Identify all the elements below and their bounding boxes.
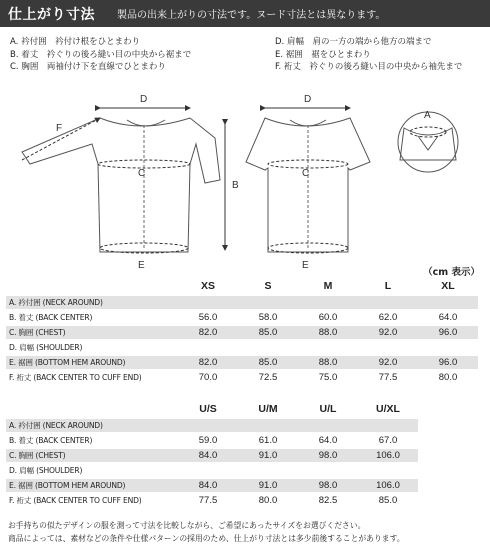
row-label: B. 着丈 (BACK CENTER) bbox=[9, 436, 93, 445]
legend-item-d: D. 肩幅 肩の一方の端から他方の端まで bbox=[275, 37, 432, 47]
cell bbox=[358, 419, 418, 432]
footnotes bbox=[8, 519, 405, 545]
table-row bbox=[6, 296, 478, 309]
size-header: U/S bbox=[199, 403, 217, 415]
row-label: F. 裄丈 (BACK CENTER TO CUFF END) bbox=[9, 496, 142, 505]
cell: 80.0 bbox=[438, 372, 458, 383]
table-row bbox=[6, 479, 418, 492]
row-label: D. 肩幅 (SHOULDER) bbox=[9, 466, 83, 475]
size-header: XL bbox=[441, 280, 455, 292]
size-header: M bbox=[323, 280, 333, 292]
table-row bbox=[6, 356, 478, 369]
cell bbox=[298, 464, 358, 477]
cell: 96.0 bbox=[418, 326, 478, 339]
collar-detail bbox=[398, 112, 458, 172]
legend-item-a: A. 衿付囲 衿付け根をひとまわり bbox=[10, 37, 141, 47]
cell: 98.0 bbox=[298, 449, 358, 462]
measurement-diagrams bbox=[0, 80, 490, 275]
legend-right bbox=[275, 36, 462, 74]
header-bar bbox=[0, 0, 490, 27]
cell bbox=[178, 464, 238, 477]
cell bbox=[238, 296, 298, 309]
legend-item-b: B. 着丈 衿ぐりの後ろ縫い目の中央から裾まで bbox=[10, 49, 192, 60]
footnote: お手持ちの似たデザインの服を測って寸法を比較しながら、ご希望にあったサイズをお選びください。 bbox=[8, 521, 366, 530]
row-label: F. 裄丈 (BACK CENTER TO CUFF END) bbox=[9, 373, 142, 382]
cell: 77.5 bbox=[198, 495, 218, 506]
footnote: 商品によっては、素材などの条件や仕様パターンの採用のため、仕上がり寸法とは多少前後することがあります。 bbox=[8, 534, 405, 543]
cell bbox=[238, 341, 298, 354]
size-header: U/M bbox=[258, 403, 278, 415]
row-label: E. 裾囲 (BOTTOM HEM AROUND) bbox=[6, 479, 178, 492]
cell: 106.0 bbox=[358, 479, 418, 492]
cell bbox=[238, 419, 298, 432]
cell: 72.5 bbox=[258, 372, 278, 383]
legend-item-f: F. 裄丈 衿ぐりの後ろ縫い目の中央から袖先まで bbox=[275, 62, 463, 72]
cell bbox=[418, 341, 478, 354]
unit-label: （cm 表示） bbox=[423, 267, 480, 278]
size-header: S bbox=[264, 280, 272, 292]
row-label: A. 衿付囲 (NECK AROUND) bbox=[6, 419, 178, 432]
row-label: E. 裾囲 (BOTTOM HEM AROUND) bbox=[6, 356, 178, 369]
cell: 91.0 bbox=[238, 449, 298, 462]
cell: 56.0 bbox=[198, 312, 218, 323]
size-header: U/L bbox=[319, 403, 337, 415]
cell bbox=[178, 341, 238, 354]
page-subtitle: 製品の出来上がりの寸法です。ヌード寸法とは異なります。 bbox=[117, 10, 386, 21]
cell: 64.0 bbox=[438, 312, 458, 323]
cell: 60.0 bbox=[318, 312, 338, 323]
cell: 96.0 bbox=[418, 356, 478, 369]
cell: 82.5 bbox=[318, 495, 338, 506]
cell: 64.0 bbox=[318, 435, 338, 446]
cell bbox=[178, 296, 238, 309]
cell bbox=[298, 341, 358, 354]
cell bbox=[178, 419, 238, 432]
cell: 98.0 bbox=[298, 479, 358, 492]
cell: 58.0 bbox=[258, 312, 278, 323]
table-row bbox=[6, 419, 418, 432]
cell: 75.0 bbox=[318, 372, 338, 383]
table-row bbox=[6, 341, 478, 354]
cell: 82.0 bbox=[178, 356, 238, 369]
row-label: C. 胸囲 (CHEST) bbox=[6, 449, 178, 462]
cell: 80.0 bbox=[258, 495, 278, 506]
cell bbox=[358, 341, 418, 354]
size-table-1 bbox=[6, 276, 478, 386]
cell: 85.0 bbox=[238, 356, 298, 369]
size-header: U/XL bbox=[376, 403, 400, 415]
cell: 88.0 bbox=[298, 326, 358, 339]
table-row bbox=[6, 449, 418, 462]
cell: 85.0 bbox=[378, 495, 398, 506]
cell: 84.0 bbox=[178, 479, 238, 492]
cell bbox=[418, 296, 478, 309]
cell: 82.0 bbox=[178, 326, 238, 339]
cell bbox=[358, 464, 418, 477]
table-row bbox=[6, 326, 478, 339]
cell: 59.0 bbox=[198, 435, 218, 446]
table-row bbox=[6, 464, 418, 477]
table-row bbox=[6, 371, 478, 384]
size-header: XS bbox=[200, 280, 215, 292]
cell bbox=[298, 296, 358, 309]
legend-left bbox=[10, 36, 191, 74]
table-row bbox=[6, 494, 418, 507]
longsleeve-shirt-outline bbox=[22, 118, 220, 252]
row-label: C. 胸囲 (CHEST) bbox=[6, 326, 178, 339]
cell: 62.0 bbox=[378, 312, 398, 323]
cell: 88.0 bbox=[298, 356, 358, 369]
legend-item-c: C. 胸囲 両袖付け下を直線でひとまわり bbox=[10, 62, 166, 72]
diagram-svg bbox=[0, 80, 490, 275]
cell bbox=[298, 419, 358, 432]
row-label: A. 衿付囲 (NECK AROUND) bbox=[6, 296, 178, 309]
cell: 84.0 bbox=[178, 449, 238, 462]
cell bbox=[238, 464, 298, 477]
legend-item-e: E. 裾囲 裾をひとまわり bbox=[275, 49, 371, 60]
cell: 70.0 bbox=[198, 372, 218, 383]
cell: 85.0 bbox=[238, 326, 298, 339]
size-table-2-header bbox=[6, 401, 418, 417]
label-e-2: E bbox=[302, 260, 309, 271]
label-f: F bbox=[56, 123, 63, 134]
table-row bbox=[6, 434, 418, 447]
size-header: L bbox=[384, 280, 392, 292]
cell: 67.0 bbox=[378, 435, 398, 446]
page-title: 仕上がり寸法 bbox=[8, 6, 95, 23]
cell: 61.0 bbox=[258, 435, 278, 446]
cell bbox=[358, 296, 418, 309]
size-table-2 bbox=[6, 399, 418, 509]
cell: 77.5 bbox=[378, 372, 398, 383]
table-row bbox=[6, 311, 478, 324]
label-b: B bbox=[232, 180, 239, 191]
row-label: B. 着丈 (BACK CENTER) bbox=[9, 313, 93, 322]
cell: 91.0 bbox=[238, 479, 298, 492]
label-c-1: C bbox=[138, 168, 146, 179]
cell: 92.0 bbox=[358, 356, 418, 369]
label-d-1: D bbox=[140, 94, 148, 105]
label-c-2: C bbox=[302, 168, 310, 179]
label-a: A bbox=[424, 110, 431, 121]
label-d-2: D bbox=[304, 94, 312, 105]
size-table-1-header bbox=[6, 278, 478, 294]
row-label: D. 肩幅 (SHOULDER) bbox=[9, 343, 83, 352]
cell: 92.0 bbox=[358, 326, 418, 339]
cell: 106.0 bbox=[358, 449, 418, 462]
label-e-1: E bbox=[138, 260, 145, 271]
